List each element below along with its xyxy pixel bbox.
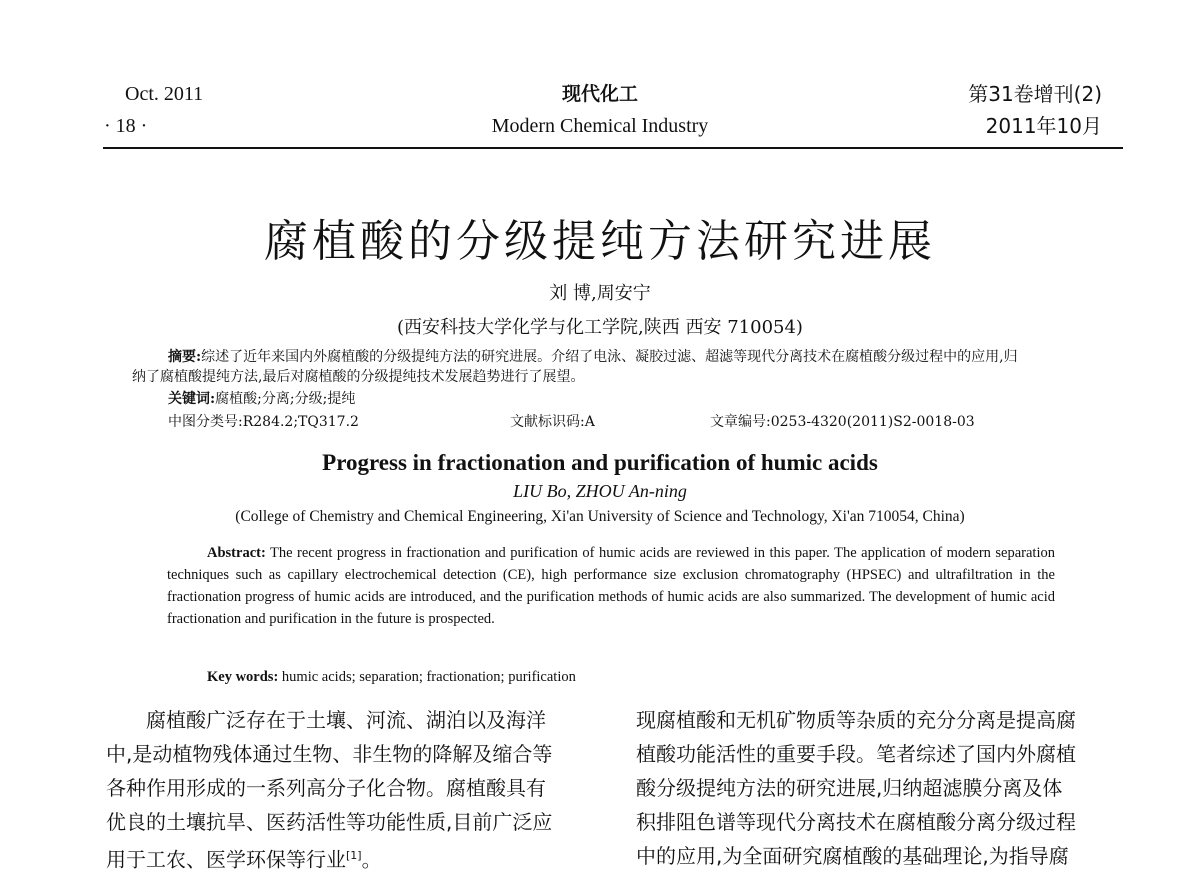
header-journal-cn: 现代化工 bbox=[561, 83, 638, 105]
body-right-line-2: 植酸功能活性的重要手段。笔者综述了国内外腐植 bbox=[636, 742, 1076, 766]
affiliation-en: (College of Chemistry and Chemical Engineering, Xi'an University of Science and Technology, Xi'an 710054, China) bbox=[235, 508, 965, 525]
header-page-number: · 18 · bbox=[104, 115, 148, 137]
keywords-en-text: humic acids; separation; fractionation; purification bbox=[281, 669, 576, 685]
citation-ref-1[interactable]: [1] bbox=[346, 849, 362, 862]
keywords-cn-text: 腐植酸;分离;分级;提纯 bbox=[215, 391, 356, 407]
body-right-column bbox=[636, 703, 1126, 873]
clc-number: 中图分类号:R284.2;TQ317.2 bbox=[168, 414, 359, 430]
body-left-line-4: 优良的土壤抗旱、医药活性等功能性质,目前广泛应 bbox=[106, 810, 553, 834]
body-right-line-3: 酸分级提纯方法的研究进展,归纳超滤膜分离及体 bbox=[636, 776, 1063, 800]
body-left-column bbox=[106, 703, 596, 877]
keywords-cn bbox=[168, 389, 355, 409]
authors-cn: 刘 博,周安宁 bbox=[549, 283, 651, 304]
header-rule bbox=[103, 147, 1123, 149]
body-left-line-5 bbox=[106, 839, 596, 877]
authors-en: LIU Bo, ZHOU An-ning bbox=[513, 481, 687, 501]
header-date: Oct. 2011 bbox=[125, 83, 204, 105]
body-left-line-5-end: 。 bbox=[361, 847, 382, 872]
article-number: 文章编号:0253-4320(2011)S2-0018-03 bbox=[710, 414, 975, 430]
keywords-en bbox=[207, 666, 576, 688]
body-left-line-5-text: 用于工农、医学环保等行业 bbox=[106, 847, 346, 872]
body-left-line-3: 各种作用形成的一系列高分子化合物。腐植酸具有 bbox=[106, 776, 546, 800]
header-issue-date: 2011年10月 bbox=[985, 114, 1102, 138]
abstract-cn bbox=[132, 347, 1027, 387]
body-left-line-2: 中,是动植物残体通过生物、非生物的降解及缩合等 bbox=[106, 742, 553, 766]
body-right-line-1: 现腐植酸和无机矿物质等杂质的充分分离是提高腐 bbox=[636, 708, 1076, 732]
header-volume: 第31卷增刊(2) bbox=[968, 82, 1102, 106]
document-code: 文献标识码:A bbox=[510, 414, 595, 430]
body-left-line-1: 腐植酸广泛存在于土壤、河流、湖泊以及海洋 bbox=[146, 708, 546, 732]
body-right-line-5: 中的应用,为全面研究腐植酸的基础理论,为指导腐 bbox=[636, 844, 1069, 868]
keywords-cn-label: 关键词: bbox=[168, 391, 216, 407]
header-journal-en: Modern Chemical Industry bbox=[491, 115, 709, 137]
abstract-cn-text: 综述了近年来国内外腐植酸的分级提纯方法的研究进展。介绍了电泳、凝胶过滤、超滤等现代分离技术在腐植酸分级过程中的应用,归纳了腐植酸提纯方法,最后对腐植酸的分级提纯技术发展趋势进行了展望。 bbox=[132, 349, 1018, 385]
abstract-en-text: The recent progress in fractionation and purification of humic acids are reviewed in this paper. The application of modern separation techniques such as capillary electrochemical detection (CE), high performance size exclusion chromatography (HPSEC) and ultrafiltration in the fractionation progress of humic acids are introduced, and the purification methods of humic acids are also summarized. The development of humic acid fractionation and purification in the future is prospected. bbox=[167, 545, 1055, 627]
abstract-en-label: Abstract: bbox=[207, 545, 266, 561]
affiliation-cn: (西安科技大学化学与化工学院,陕西 西安 710054) bbox=[397, 317, 803, 338]
abstract-en bbox=[167, 542, 1055, 630]
body-right-line-4: 积排阻色谱等现代分离技术在腐植酸分离分级过程 bbox=[636, 810, 1076, 834]
abstract-cn-label: 摘要: bbox=[168, 349, 202, 365]
paper-title-en: Progress in fractionation and purification of humic acids bbox=[322, 450, 878, 475]
keywords-en-label: Key words: bbox=[207, 669, 279, 685]
paper-title-cn: 腐植酸的分级提纯方法研究进展 bbox=[264, 216, 936, 267]
